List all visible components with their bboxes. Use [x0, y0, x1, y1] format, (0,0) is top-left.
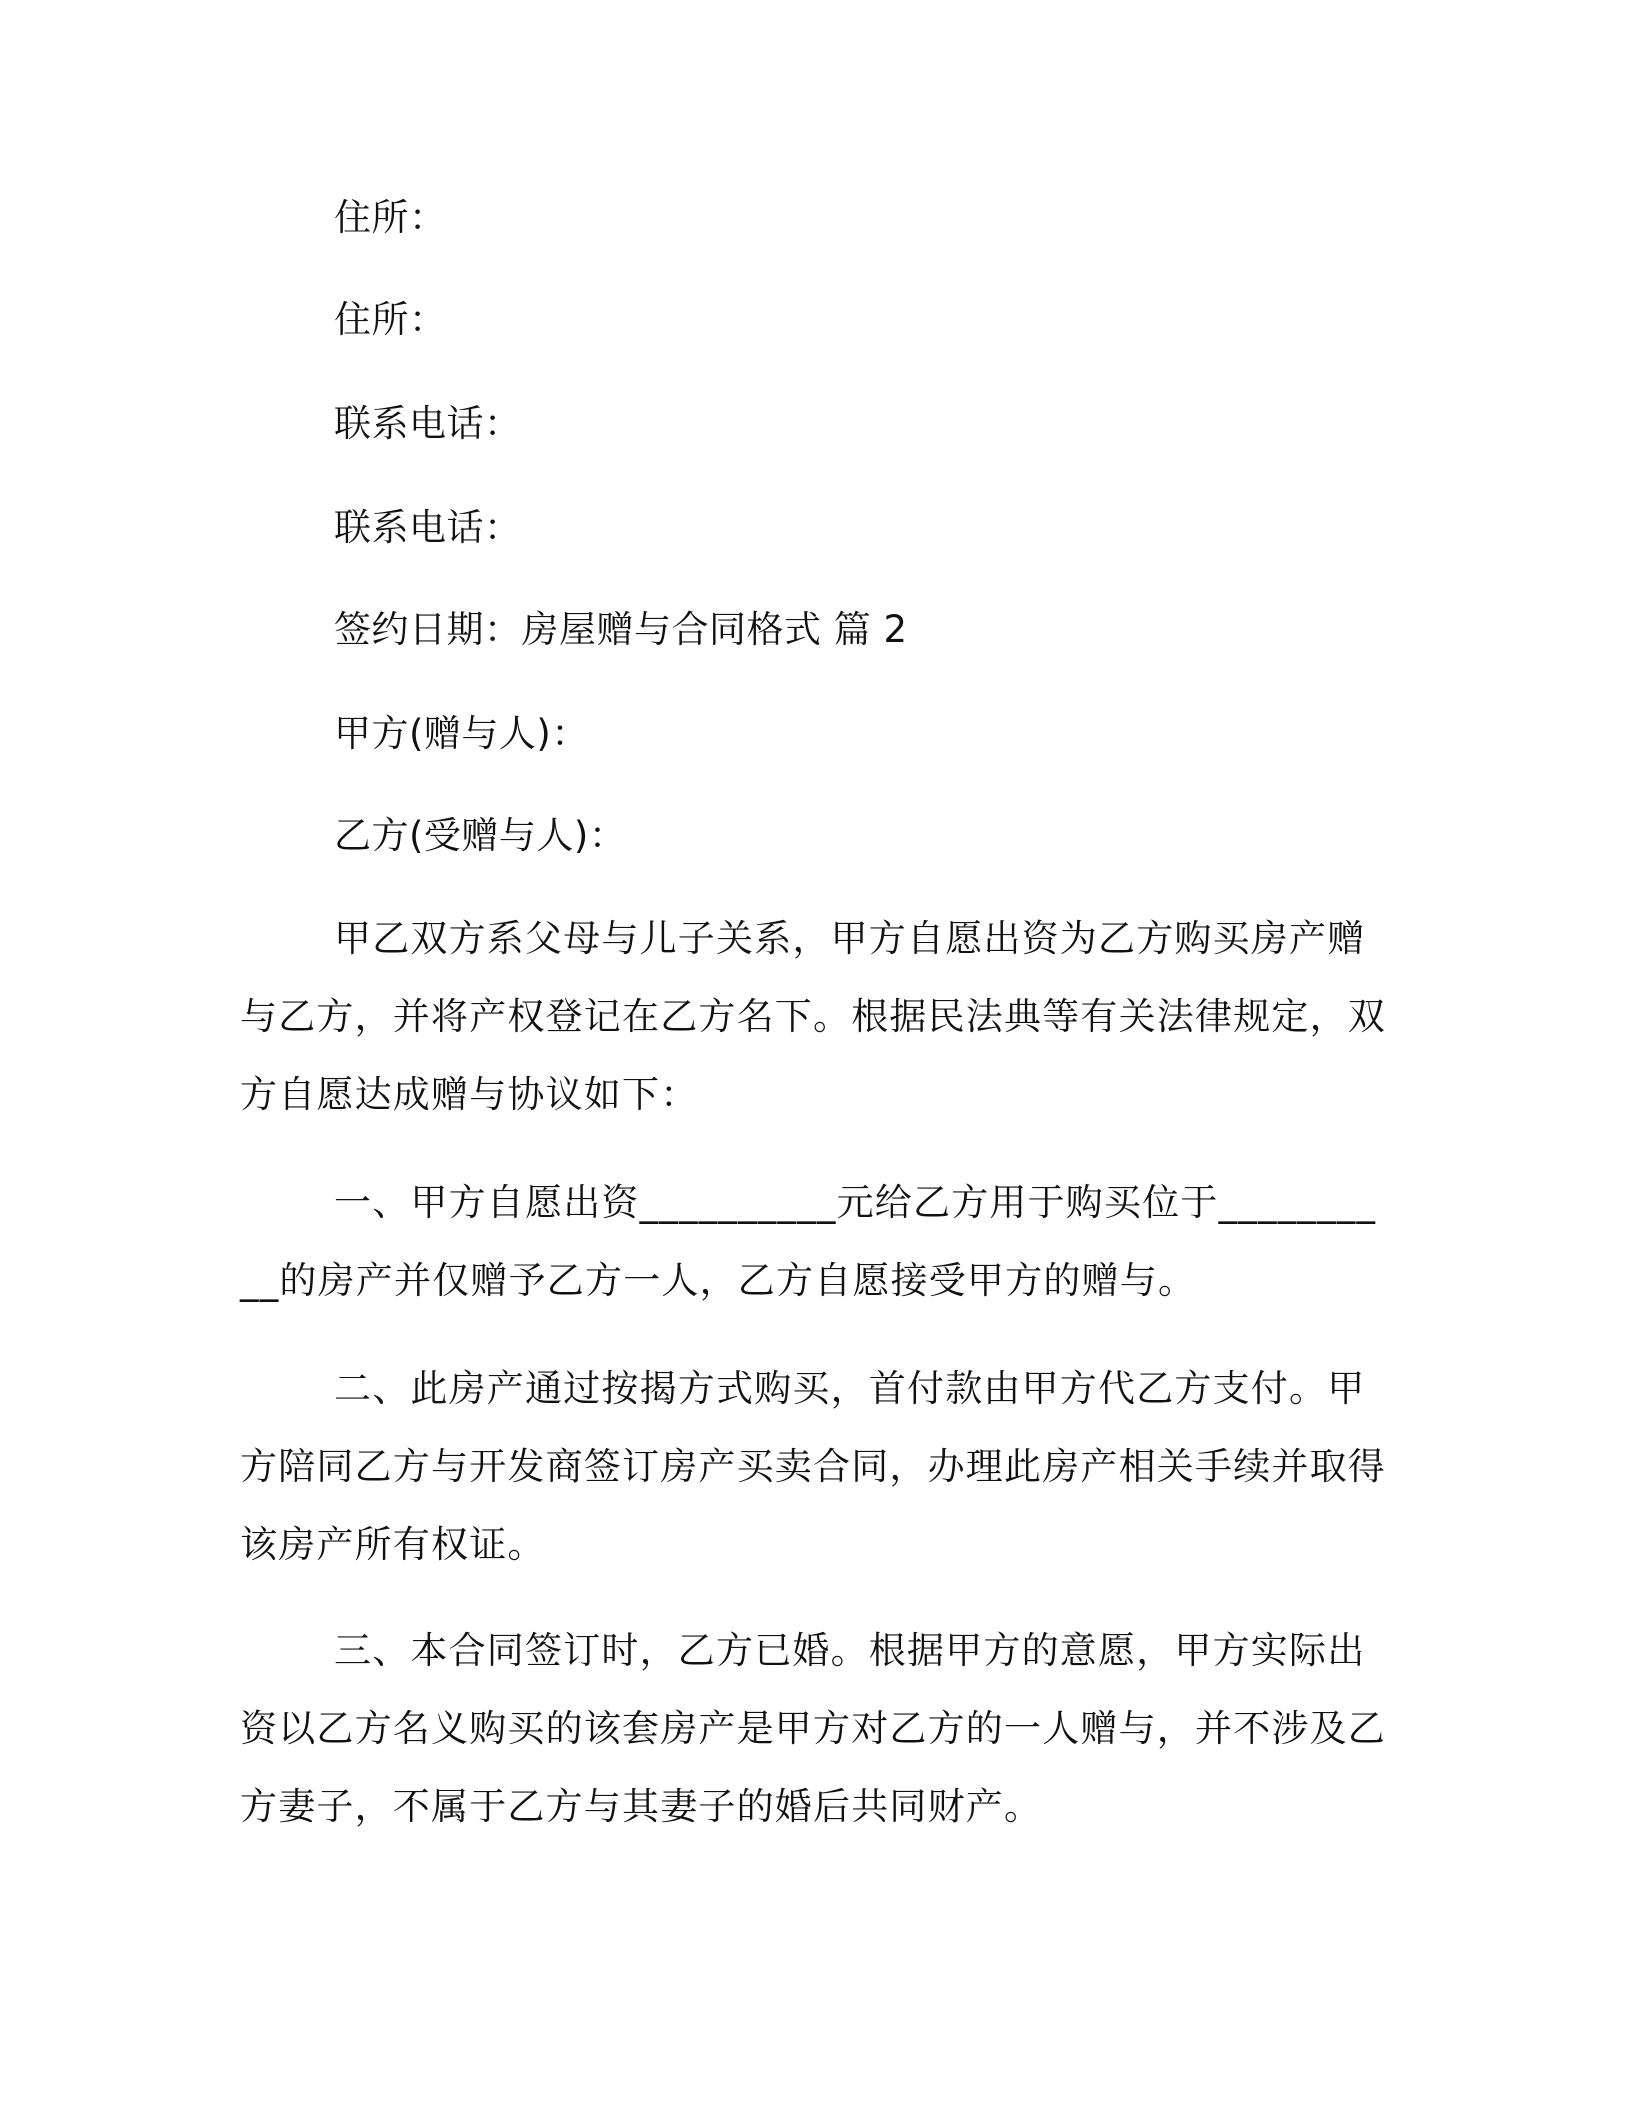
clause-2-paragraph: 二、此房产通过按揭方式购买，首付款由甲方代乙方支付。甲方陪同乙方与开发商签订房产买卖合同，办理此房产相关手续并取得该房产所有权证。	[240, 1367, 1386, 1566]
address-field-1: 住所：	[334, 196, 447, 239]
intro-paragraph: 甲乙双方系父母与儿子关系，甲方自愿出资为乙方购买房产赠与乙方，并将产权登记在乙方名下。根据民法典等有关法律规定，双方自愿达成赠与协议如下：	[240, 917, 1386, 1116]
party-a-field: 甲方(赠与人)：	[334, 712, 589, 755]
phone-field-1: 联系电话：	[334, 402, 522, 445]
clause-3-paragraph: 三、本合同签订时，乙方已婚。根据甲方的意愿，甲方实际出资以乙方名义购买的该套房产是甲方对乙方的一人赠与，并不涉及乙方妻子，不属于乙方与其妻子的婚后共同财产。	[240, 1629, 1386, 1828]
phone-field-2: 联系电话：	[334, 506, 522, 549]
signing-date-field: 签约日期：房屋赠与合同格式 篇 2	[334, 608, 908, 651]
party-b-field: 乙方(受赠与人)：	[334, 814, 627, 857]
clause-1-paragraph: 一、甲方自愿出资__________元给乙方用于购买位于__________的房产并仅赠予乙方一人，乙方自愿接受甲方的赠与。	[240, 1181, 1377, 1302]
address-field-2: 住所：	[334, 298, 447, 341]
